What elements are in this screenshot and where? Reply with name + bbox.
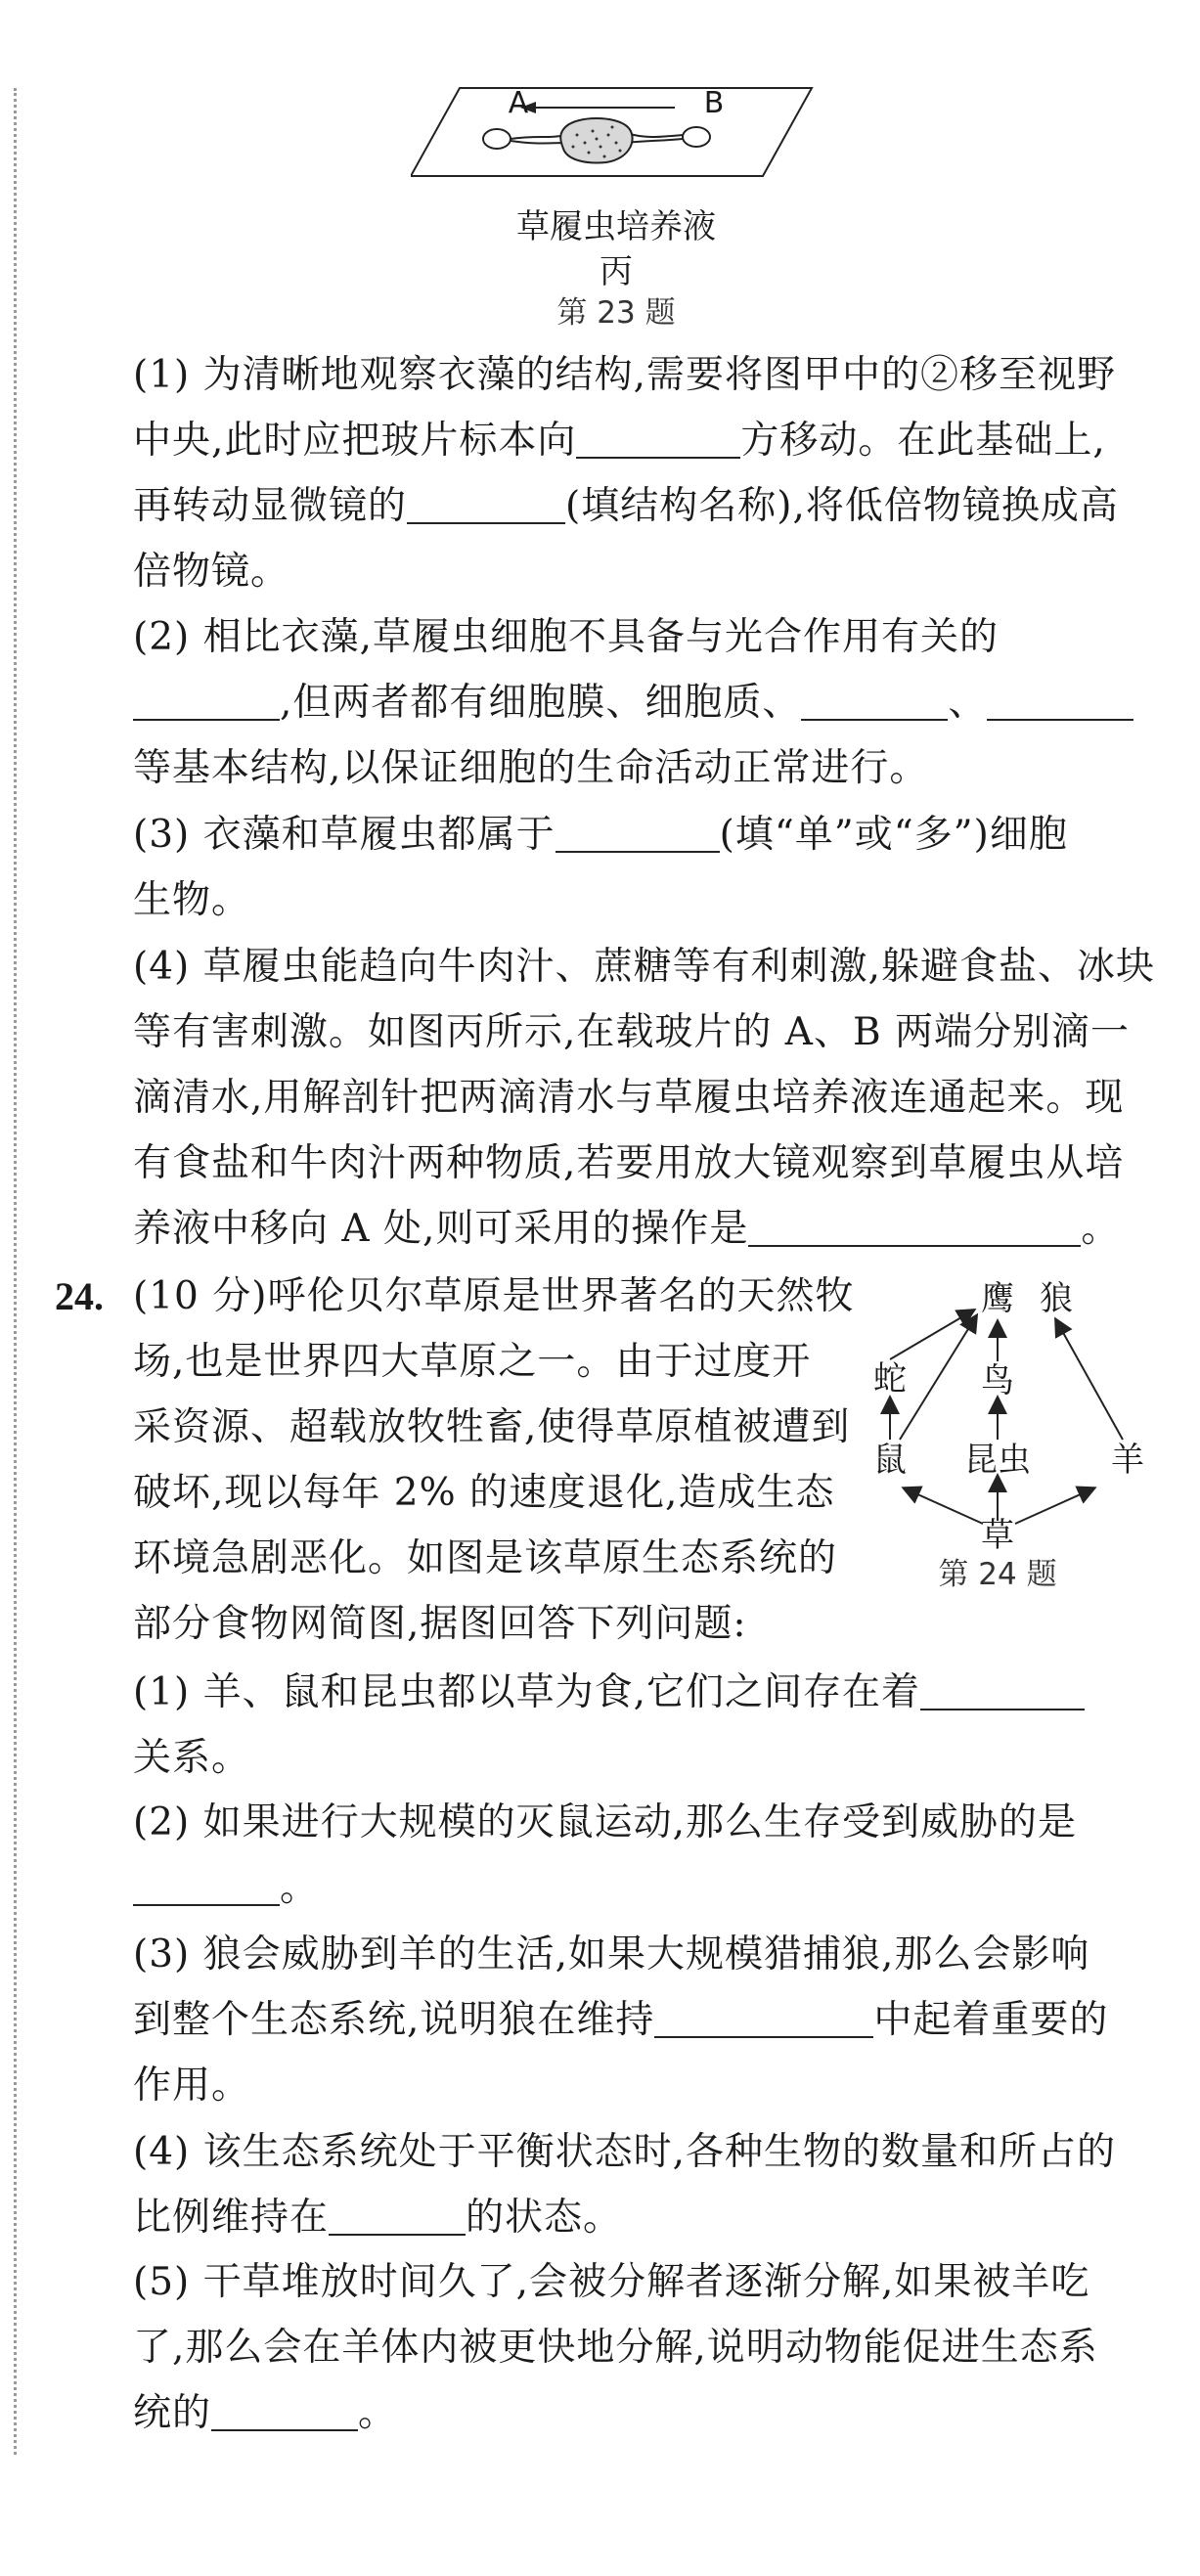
figure-sub-label: 丙 [600, 252, 633, 291]
answer-blank[interactable] [654, 1997, 873, 2038]
water-drop-b [683, 127, 710, 147]
margin-dotted-line [14, 88, 17, 2455]
q24-intro [133, 1264, 876, 1657]
answer-blank[interactable] [407, 483, 565, 524]
text-segment: 。 [280, 1866, 320, 1910]
answer-blank[interactable] [133, 1865, 280, 1906]
culture-fluid-drop [560, 118, 632, 162]
node-eagle: 鹰 [981, 1279, 1014, 1318]
text-segment: 养液中移向 A 处,则可采用的操作是 [133, 1207, 749, 1251]
q24-part-3 [133, 1922, 1113, 2118]
text-line: (3) 狼会威胁到羊的生活,如果大规模猎捕狼,那么会影响 [133, 1932, 1090, 1976]
food-web-arrows [861, 1281, 1154, 1545]
text-segment: 。 [358, 2391, 398, 2435]
q23-part-1 [133, 342, 1119, 604]
node-grass: 草 [981, 1516, 1014, 1555]
text-line: 采资源、超载放牧牲畜,使得草原植被遭到 [133, 1405, 851, 1449]
node-insect: 昆虫 [964, 1441, 1031, 1480]
answer-blank[interactable] [133, 680, 280, 721]
answer-blank[interactable] [556, 812, 720, 853]
answer-blank[interactable] [211, 2390, 358, 2431]
answer-blank[interactable] [329, 2195, 466, 2236]
label-b: B [703, 86, 725, 120]
node-bird: 鸟 [981, 1361, 1014, 1400]
text-line: (5) 干草堆放时间久了,会被分解者逐渐分解,如果被羊吃 [133, 2260, 1090, 2304]
text-line: 滴清水,用解剖针把两滴清水与草履虫培养液连通起来。现 [133, 1076, 1125, 1120]
text-line: (2) 相比衣藻,草履虫细胞不具备与光合作用有关的 [133, 615, 1000, 659]
text-segment: ,但两者都有细胞膜、细胞质、 [280, 681, 802, 725]
text-line: 作用。 [133, 2064, 251, 2108]
q23-part-2 [133, 604, 1113, 801]
text-segment: 的状态。 [466, 2196, 623, 2240]
text-line: (4) 该生态系统处于平衡状态时,各种生物的数量和所占的 [133, 2130, 1117, 2174]
text-segment: (1) 羊、鼠和昆虫都以草为食,它们之间存在着 [133, 1670, 921, 1714]
figure-23-caption: 第 23 题 [556, 295, 676, 331]
q24-part-2 [133, 1790, 1113, 1921]
text-segment: 。 [1081, 1207, 1121, 1251]
text-line: (10 分)呼伦贝尔草原是世界著名的天然牧 [133, 1274, 855, 1318]
text-segment: 方移动。在此基础上, [740, 419, 1106, 463]
question-number-24: 24. [55, 1274, 104, 1318]
text-line: 环境急剧恶化。如图是该草原生态系统的 [133, 1536, 838, 1580]
text-segment: 到整个生态系统,说明狼在维持 [133, 1998, 655, 2042]
text-line: (1) 为清晰地观察衣藻的结构,需要将图甲中的②移至视野 [133, 353, 1117, 397]
answer-blank[interactable] [987, 680, 1133, 721]
text-segment: (填结构名称),将低倍物镜换成高 [565, 484, 1119, 528]
node-mouse: 鼠 [873, 1441, 907, 1480]
answer-blank[interactable] [920, 1669, 1085, 1710]
text-segment: 比例维持在 [133, 2196, 330, 2240]
node-sheep: 羊 [1111, 1441, 1144, 1480]
node-snake: 蛇 [873, 1359, 907, 1399]
text-segment: 统的 [133, 2391, 212, 2435]
text-line: 了,那么会在羊体内被更快地分解,说明动物能促进生态系 [133, 2326, 1098, 2370]
text-line: 部分食物网简图,据图回答下列问题: [133, 1602, 747, 1646]
text-line: (2) 如果进行大规模的灭鼠运动,那么生存受到威胁的是 [133, 1800, 1078, 1844]
fluid-label: 草履虫培养液 [516, 207, 716, 246]
answer-blank[interactable] [801, 680, 948, 721]
figure-24-caption: 第 24 题 [938, 1557, 1057, 1592]
text-segment: 、 [948, 681, 988, 725]
text-segment: 中央,此时应把玻片标本向 [133, 419, 577, 463]
text-line: 关系。 [133, 1736, 251, 1780]
q24-part-1 [133, 1660, 1113, 1791]
text-segment: 再转动显微镜的 [133, 484, 408, 528]
node-wolf: 狼 [1040, 1279, 1073, 1318]
answer-blank[interactable] [748, 1206, 1081, 1247]
food-web-figure [861, 1279, 1154, 1592]
answer-blank[interactable] [576, 418, 740, 459]
q23-part-4 [133, 934, 1156, 1262]
slide-diagram [411, 78, 822, 186]
text-segment: (填“单”或“多”)细胞 [719, 813, 1068, 857]
q24-part-4 [133, 2119, 1117, 2250]
text-segment: (3) 衣藻和草履虫都属于 [133, 813, 556, 857]
q23-part-3 [133, 802, 1113, 933]
text-line: 倍物镜。 [133, 550, 290, 594]
label-a: A [508, 86, 529, 120]
water-drop-a [483, 129, 511, 149]
text-line: 生物。 [133, 878, 251, 922]
text-line: 有食盐和牛肉汁两种物质,若要用放大镜观察到草履虫从培 [133, 1141, 1125, 1185]
text-line: 等基本结构,以保证细胞的生命活动正常进行。 [133, 746, 929, 790]
q24-part-5 [133, 2249, 1113, 2446]
text-line: 破坏,现以每年 2% 的速度退化,造成生态 [133, 1471, 835, 1515]
text-line: 场,也是世界四大草原之一。由于过度开 [133, 1340, 812, 1384]
text-line: 等有害刺激。如图丙所示,在载玻片的 A、B 两端分别滴一 [133, 1010, 1131, 1054]
text-segment: 中起着重要的 [873, 1998, 1109, 2042]
text-line: (4) 草履虫能趋向牛肉汁、蔗糖等有利刺激,躲避食盐、冰块 [133, 945, 1156, 989]
